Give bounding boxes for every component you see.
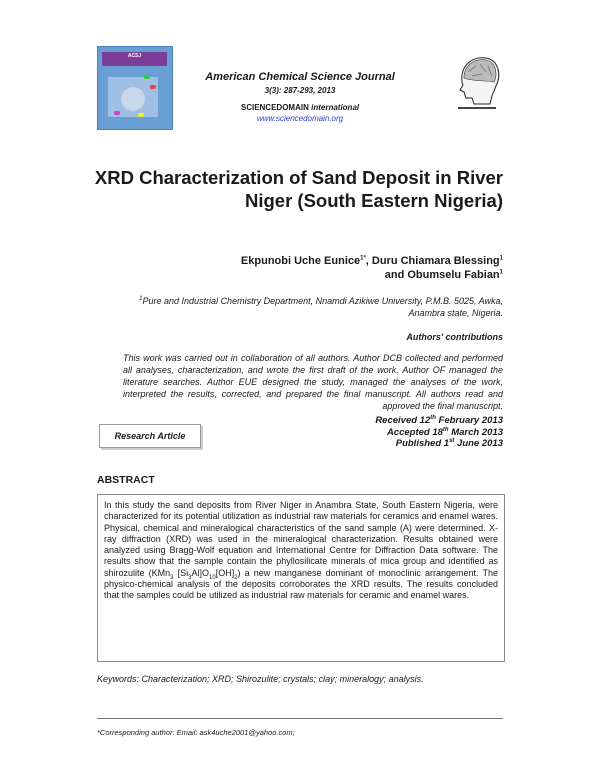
abstract-box: In this study the sand deposits from River Niger in Anambra State, South Eastern Nigeria, were characterized for its potential utilization as industrial raw materials for ceramics and enamel wares. Physical, chemical and mineralogical characteristics of the sand sample (A) were determined. X-ray diffraction (XRD) was used in the mineralogical characterization. Results obtained were analyzed using Bragg-Wolf equation and International Centre for Diffraction Data software. The results show that the sample contain the phyllosilicate minerals of mica group and identified as shirozulite (KMn$_3$ $[Si_3Al]O_{10}[OH]_2$) a new manganese dominant of monoclinic arrangement. The physico-chemical analysis of the deposits corroborates the XRD results. The results concluded that the samples could be utilized as industrial raw materials for ceramic and enamel wares. bbox=[97, 494, 505, 662]
author-sup: 1 bbox=[499, 269, 503, 276]
accepted-date: Accepted 18th March 2013 bbox=[386, 426, 503, 438]
cover-decoration bbox=[138, 113, 144, 117]
author-list bbox=[103, 254, 503, 282]
affiliation bbox=[83, 295, 503, 319]
journal-volume: 3(3): 287-293, 2013 bbox=[264, 86, 336, 95]
footnote-divider bbox=[97, 718, 503, 719]
affiliation-line: Anambra state, Nigeria. bbox=[408, 308, 503, 318]
author-sup: 1 bbox=[499, 255, 503, 262]
affiliation-sup: 1 bbox=[139, 296, 143, 302]
cover-decoration bbox=[114, 111, 120, 115]
publisher bbox=[150, 103, 450, 112]
corresponding-author-footnote: *Corresponding author: Email: ask4uche2001@yahoo.com; bbox=[97, 728, 295, 737]
publisher-logo-head-icon bbox=[452, 52, 502, 112]
keywords: Keywords: Characterization; XRD; Shirozulite; crystals; clay; mineralogy; analysis. bbox=[97, 674, 424, 684]
contributions-text: This work was carried out in collaboration of all authors. Author DCB collected and performed all analyses, characterization, and wrote the first draft of the work. Author OF managed the literature searches. Author EUE designed the study, managed the analyses of the work, interpreted the results, corrected, and prepared the final manuscript. All authors read and approved the final manuscript. bbox=[123, 353, 503, 411]
publisher-url[interactable]: www.sciencedomain.org bbox=[256, 114, 344, 123]
author-name: Ekpunobi Uche Eunice bbox=[240, 255, 361, 267]
published-date: Published 1st June 2013 bbox=[395, 438, 503, 450]
author-sup: 1* bbox=[360, 255, 366, 262]
publication-dates bbox=[375, 415, 503, 450]
author-name: and Obumselu Fabian bbox=[384, 269, 500, 281]
cover-label: ACSJ bbox=[102, 52, 167, 66]
article-type-badge: Research Article bbox=[99, 424, 201, 448]
received-date: Received 12th February 2013 bbox=[375, 414, 503, 426]
title-line: Niger (South Eastern Nigeria) bbox=[244, 190, 503, 211]
contributions-heading: Authors' contributions bbox=[406, 332, 503, 342]
affiliation-line: Pure and Industrial Chemistry Department, Nnamdi Azikiwe University, P.M.B. 5025, Awka, bbox=[142, 296, 503, 306]
abstract-heading: ABSTRACT bbox=[97, 474, 155, 486]
title-line: XRD Characterization of Sand Deposit in River bbox=[94, 167, 503, 188]
author-name: , Duru Chiamara Blessing bbox=[365, 255, 500, 267]
paper-title bbox=[83, 166, 503, 212]
publisher-name: SCIENCEDOMAIN bbox=[240, 103, 309, 112]
publisher-suffix: international bbox=[311, 103, 360, 112]
journal-title: American Chemical Science Journal bbox=[205, 71, 395, 83]
